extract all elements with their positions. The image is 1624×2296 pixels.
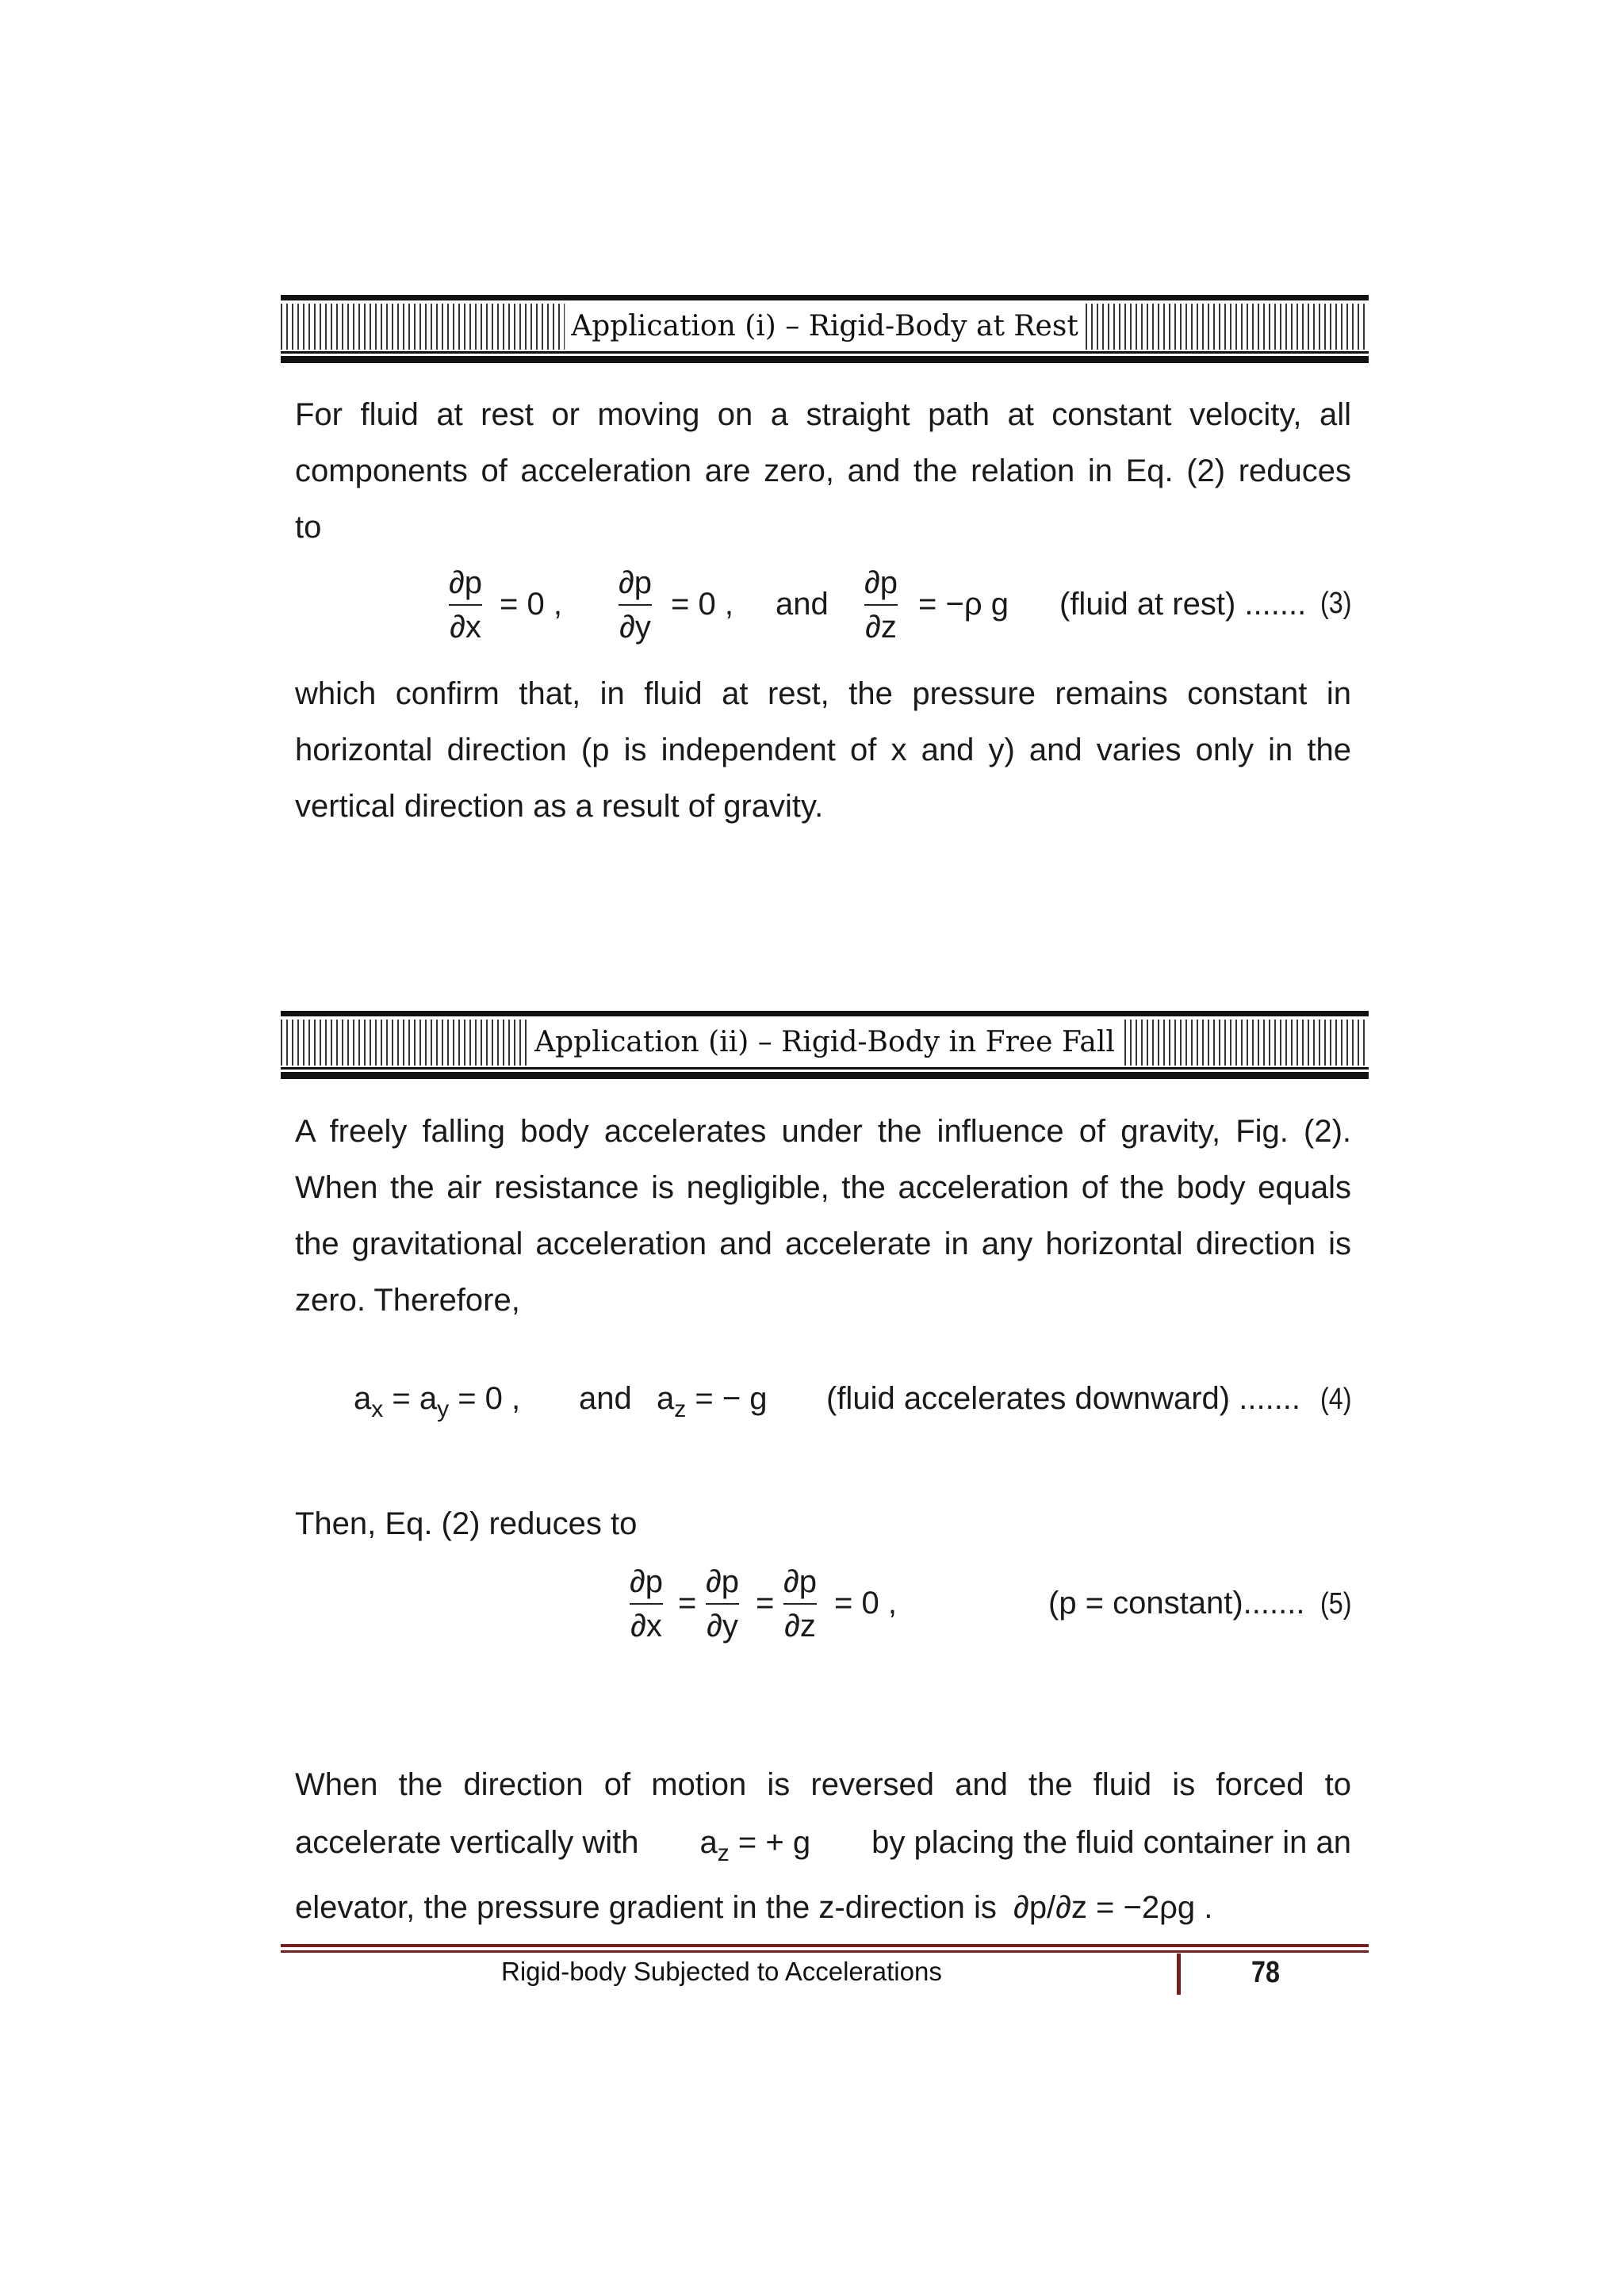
paragraph-free-fall-intro xyxy=(295,1104,1351,1329)
text-line: For fluid at rest or moving on a straight path at constant velocity, all xyxy=(295,397,1351,432)
inline-equation-az: $a_z$ = + g xyxy=(699,1825,811,1866)
paragraph-rest-intro xyxy=(295,387,1351,556)
equals-minus-rho-g: = −ρ g xyxy=(918,587,1009,622)
section-header-rest xyxy=(281,295,1369,363)
text-line-with-equation xyxy=(295,1892,1212,1923)
footer-rule xyxy=(281,1944,1369,1947)
fraction-dp-dy: ∂p ∂y xyxy=(706,1564,740,1644)
fraction-dp-dz: ∂p ∂z xyxy=(864,565,898,645)
fraction-dp-dx: ∂p ∂x xyxy=(449,565,483,645)
text-line: A freely falling body accelerates under the influence of gravity, Fig. (2). xyxy=(295,1114,1351,1149)
text-line: to xyxy=(295,510,322,545)
equation-az: $a_z$ = − g xyxy=(657,1381,768,1422)
inline-equation-pressure-gradient: ∂p/∂z = −2ρg . xyxy=(1013,1890,1213,1925)
footer-rule xyxy=(281,1950,1369,1953)
paragraph-rest-conclusion xyxy=(295,666,1351,835)
equals-zero: = 0 , xyxy=(500,587,562,622)
equals-zero: = 0 , xyxy=(671,587,733,622)
and-word: and xyxy=(776,587,829,622)
fraction-dp-dy: ∂p ∂y xyxy=(619,565,653,645)
text-line-with-equation xyxy=(295,1825,1351,1866)
footer-chapter-title: Rigid-body Subjected to Accelerations xyxy=(501,1957,942,1986)
equation-note: (fluid accelerates downward) ....... xyxy=(826,1381,1301,1416)
fraction-dp-dx: ∂p ∂x xyxy=(630,1564,664,1644)
equation-number: (4) xyxy=(1320,1383,1351,1416)
fraction-dp-dz: ∂p ∂z xyxy=(783,1564,818,1644)
equals-zero: = 0 , xyxy=(834,1586,897,1621)
text-segment: accelerate vertically with xyxy=(295,1825,639,1860)
equation-number: (3) xyxy=(1320,587,1351,620)
equation-number: (5) xyxy=(1320,1587,1351,1621)
section-title: Application (ii) – Rigid-Body in Free Fall xyxy=(528,1020,1121,1066)
text-line: When the air resistance is negligible, the acceleration of the body equals xyxy=(295,1170,1351,1205)
section-title: Application (i) – Rigid-Body at Rest xyxy=(565,304,1085,350)
footer-divider xyxy=(1177,1954,1181,1995)
equals-sign: = xyxy=(678,1586,697,1621)
text-line: vertical direction as a result of gravity. xyxy=(295,789,824,824)
text-line: When the direction of motion is reversed and the fluid is forced to xyxy=(295,1767,1351,1802)
text-line: the gravitational acceleration and accelerate in any horizontal direction is xyxy=(295,1226,1351,1261)
section-header-free-fall xyxy=(281,1011,1369,1079)
page-number: 78 xyxy=(1251,1956,1280,1989)
text-line: horizontal direction (p is independent of x and y) and varies only in the xyxy=(295,733,1351,767)
text-line: zero. Therefore, xyxy=(295,1283,520,1318)
paragraph-reversed-motion xyxy=(295,1757,1351,1813)
text-line: components of acceleration are zero, and the relation in Eq. (2) reduces xyxy=(295,453,1351,488)
equation-note: (fluid at rest) ....... xyxy=(1059,587,1307,622)
text-segment: by placing the fluid container in an xyxy=(871,1825,1351,1860)
equation-note: (p = constant)....... xyxy=(1048,1586,1305,1621)
text-segment: elevator, the pressure gradient in the z-direction is xyxy=(295,1890,997,1925)
and-word: and xyxy=(579,1381,632,1416)
paragraph-then: Then, Eq. (2) reduces to xyxy=(295,1506,638,1541)
text-line: which confirm that, in fluid at rest, the pressure remains constant in xyxy=(295,676,1351,711)
equals-sign: = xyxy=(756,1586,775,1621)
equation-ax-ay: $a_x = a_y = 0$ , xyxy=(354,1381,521,1422)
